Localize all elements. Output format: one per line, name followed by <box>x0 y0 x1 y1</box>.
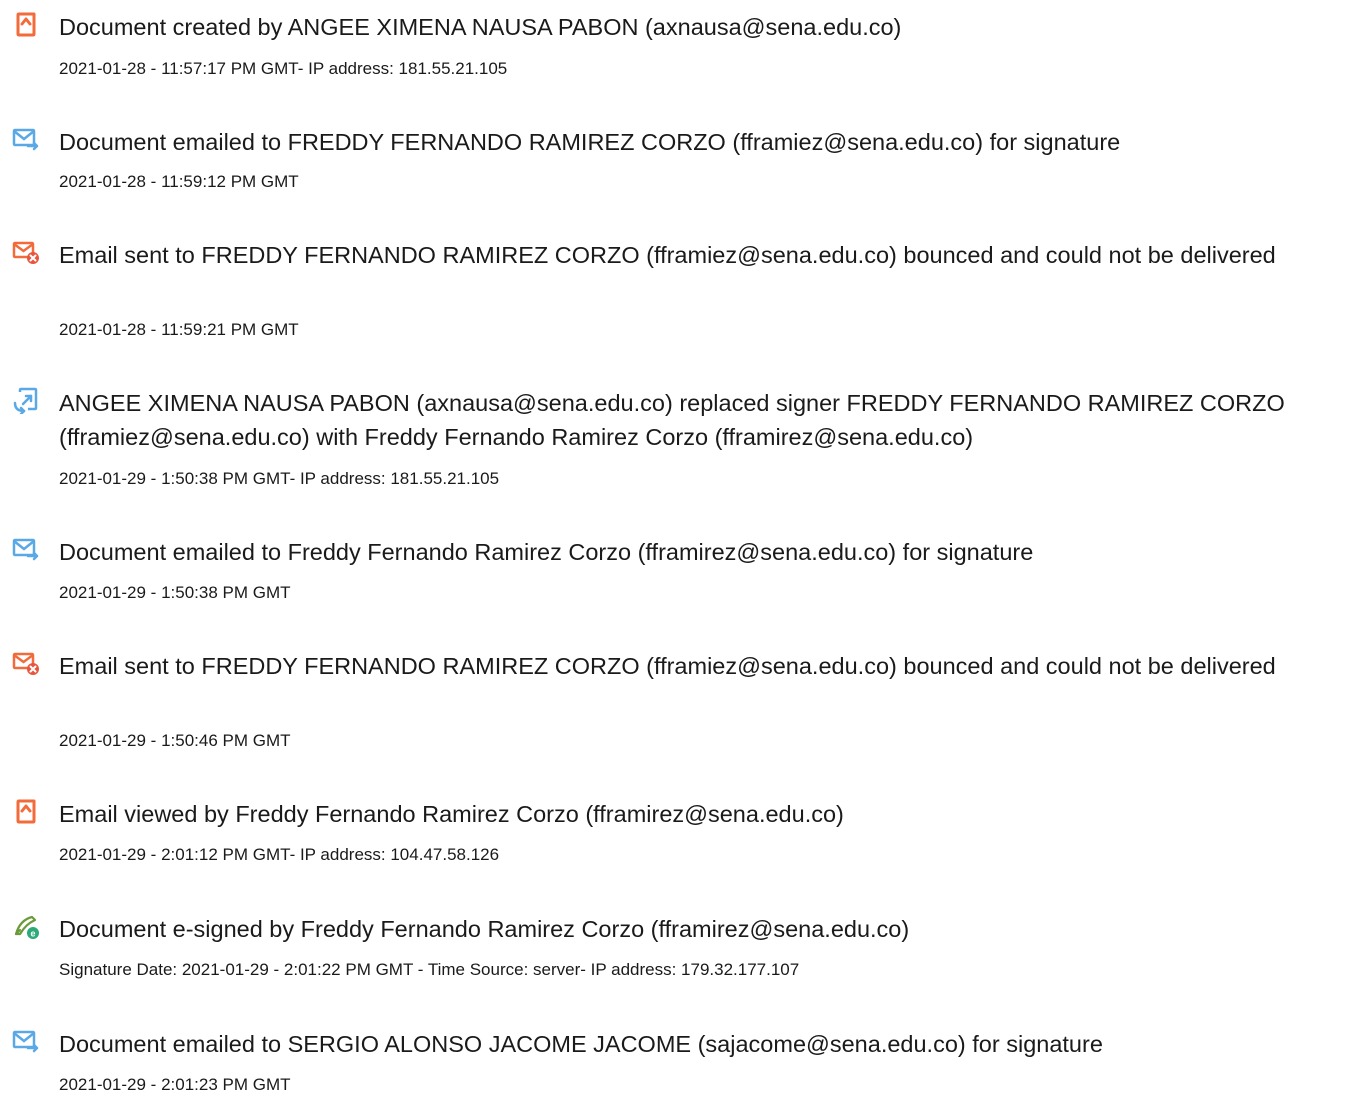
event-timestamp: 2021-01-28 - 11:57:17 PM GMT- IP address: 181.55.21.105 <box>59 59 508 78</box>
event-timestamp: 2021-01-28 - 11:59:12 PM GMT <box>59 172 299 191</box>
svg-text:e: e <box>30 928 36 939</box>
email-bounced-icon <box>12 649 40 677</box>
event-title: ANGEE XIMENA NAUSA PABON (axnausa@sena.edu.co) replaced signer FREDDY FERNANDO RAMIREZ CORZO (fframiez@sena.edu.co) with Freddy Fernando Ramirez Corzo (fframirez@sena.edu.co) <box>59 390 1285 450</box>
event-title: Document e-signed by Freddy Fernando Ramirez Corzo (fframirez@sena.edu.co) <box>59 916 910 942</box>
event-title: Document emailed to SERGIO ALONSO JACOME JACOME (sajacome@sena.edu.co) for signature <box>59 1031 1103 1057</box>
event-timestamp: Signature Date: 2021-01-29 - 2:01:22 PM GMT - Time Source: server- IP address: 179.32.177.107 <box>59 960 800 979</box>
event-title: Email sent to FREDDY FERNANDO RAMIREZ CORZO (fframiez@sena.edu.co) bounced and could not be delivered <box>59 242 1276 268</box>
event-title: Document emailed to Freddy Fernando Ramirez Corzo (fframirez@sena.edu.co) for signature <box>59 539 1034 565</box>
event-timestamp: 2021-01-29 - 1:50:46 PM GMT <box>59 731 291 750</box>
signer-replaced-icon <box>12 386 40 414</box>
event-title: Email sent to FREDDY FERNANDO RAMIREZ CORZO (fframiez@sena.edu.co) bounced and could not be delivered <box>59 653 1276 679</box>
email-bounced-icon <box>12 238 40 266</box>
email-sent-icon <box>12 1027 40 1055</box>
event-timestamp: 2021-01-29 - 2:01:12 PM GMT- IP address: 104.47.58.126 <box>59 845 500 864</box>
event-title: Document emailed to FREDDY FERNANDO RAMIREZ CORZO (fframiez@sena.edu.co) for signature <box>59 129 1121 155</box>
event-timestamp: 2021-01-29 - 1:50:38 PM GMT <box>59 583 291 602</box>
document-created-icon <box>12 10 40 38</box>
e-signed-icon <box>12 912 40 940</box>
event-title: Email viewed by Freddy Fernando Ramirez Corzo (fframirez@sena.edu.co) <box>59 801 844 827</box>
document-viewed-icon <box>12 797 40 825</box>
event-timestamp: 2021-01-28 - 11:59:21 PM GMT <box>59 320 299 339</box>
event-timestamp: 2021-01-29 - 2:01:23 PM GMT <box>59 1075 291 1094</box>
email-sent-icon <box>12 125 40 153</box>
event-timestamp: 2021-01-29 - 1:50:38 PM GMT- IP address: 181.55.21.105 <box>59 469 500 488</box>
event-title: Document created by ANGEE XIMENA NAUSA PABON (axnausa@sena.edu.co) <box>59 14 902 40</box>
email-sent-icon <box>12 535 40 563</box>
